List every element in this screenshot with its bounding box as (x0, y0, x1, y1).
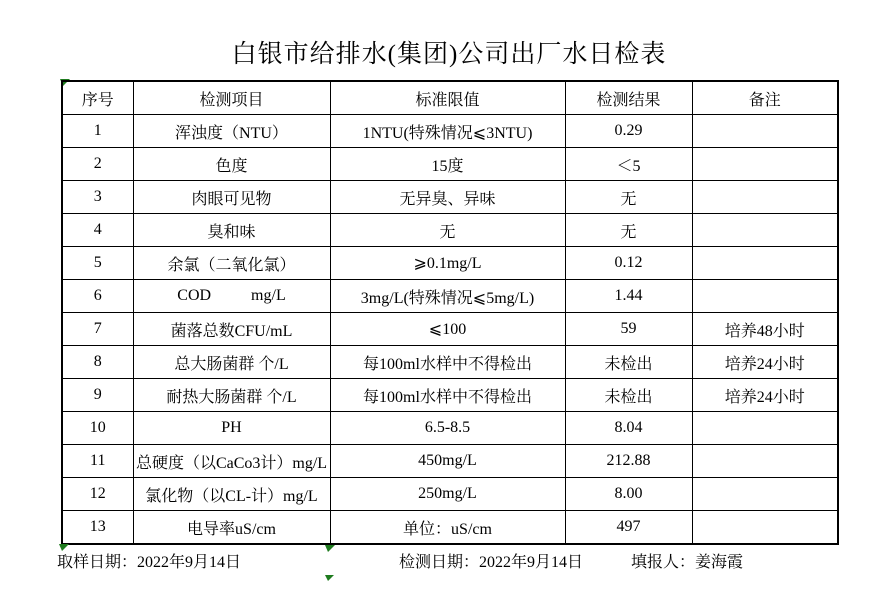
table-row (62, 412, 838, 445)
row-limit: ⩾0.1mg/L (330, 247, 565, 280)
table-row (62, 148, 838, 181)
row-limit: 3mg/L(特殊情况⩽5mg/L) (330, 280, 565, 313)
col-header-result: 检测结果 (565, 81, 692, 115)
row-result: 0.29 (565, 115, 692, 148)
row-remark (692, 181, 838, 214)
row-item: 耐热大肠菌群 个/L (133, 379, 330, 412)
col-header-item: 检测项目 (133, 81, 330, 115)
row-no: 7 (62, 313, 133, 346)
testing-date: 检测日期：2022年9月14日 (399, 554, 584, 571)
row-remark: 培养48小时 (692, 313, 838, 346)
row-result: 59 (565, 313, 692, 346)
row-item: 菌落总数CFU/mL (133, 313, 330, 346)
table-row (62, 313, 838, 346)
row-result: 0.12 (565, 247, 692, 280)
row-remark (692, 115, 838, 148)
row-result: 无 (565, 214, 692, 247)
row-item: 总大肠菌群 个/L (133, 346, 330, 379)
row-no: 12 (62, 478, 133, 511)
table-row (62, 379, 838, 412)
row-limit: ⩽100 (330, 313, 565, 346)
row-no: 6 (62, 280, 133, 313)
row-remark: 培养24小时 (692, 379, 838, 412)
row-item: 余氯（二氧化氯） (133, 247, 330, 280)
row-item: 色度 (133, 148, 330, 181)
row-item: 臭和味 (133, 214, 330, 247)
row-no: 8 (62, 346, 133, 379)
row-limit: 每100ml水样中不得检出 (330, 346, 565, 379)
row-limit: 1NTU(特殊情况⩽3NTU) (330, 115, 565, 148)
inspection-table (61, 80, 839, 545)
row-limit: 单位：uS/cm (330, 511, 565, 545)
table-row (62, 445, 838, 478)
row-result: ＜5 (565, 148, 692, 181)
table-row (62, 247, 838, 280)
row-result: 1.44 (565, 280, 692, 313)
table-body (62, 115, 838, 545)
row-result: 无 (565, 181, 692, 214)
row-no: 13 (62, 511, 133, 545)
row-remark (692, 214, 838, 247)
row-result: 497 (565, 511, 692, 545)
reporter-name: 填报人：姜海霞 (631, 554, 744, 571)
row-result: 未检出 (565, 346, 692, 379)
row-result: 未检出 (565, 379, 692, 412)
row-remark: 培养24小时 (692, 346, 838, 379)
table-row (62, 181, 838, 214)
row-no: 1 (62, 115, 133, 148)
row-no: 5 (62, 247, 133, 280)
row-result: 8.00 (565, 478, 692, 511)
row-no: 9 (62, 379, 133, 412)
table-row (62, 478, 838, 511)
row-remark (692, 445, 838, 478)
row-limit: 每100ml水样中不得检出 (330, 379, 565, 412)
row-result: 8.04 (565, 412, 692, 445)
col-header-remark: 备注 (692, 81, 838, 115)
table-row (62, 280, 838, 313)
row-limit: 450mg/L (330, 445, 565, 478)
table-row (62, 115, 838, 148)
row-item: 氯化物（以CL-计）mg/L (133, 478, 330, 511)
page-title: 白银市给排水(集团)公司出厂水日检表 (231, 41, 667, 68)
row-limit: 无 (330, 214, 565, 247)
row-item: COD mg/L (133, 280, 330, 313)
table-row (62, 346, 838, 379)
row-item: 电导率uS/cm (133, 511, 330, 545)
row-remark (692, 478, 838, 511)
table-row (62, 511, 838, 545)
row-no: 3 (62, 181, 133, 214)
row-remark (692, 148, 838, 181)
table-header-row (62, 81, 838, 115)
row-remark (692, 511, 838, 545)
row-limit: 无异臭、异味 (330, 181, 565, 214)
row-item: PH (133, 412, 330, 445)
col-header-limit: 标准限值 (330, 81, 565, 115)
col-header-no: 序号 (62, 81, 133, 115)
row-no: 2 (62, 148, 133, 181)
row-remark (692, 247, 838, 280)
row-limit: 6.5-8.5 (330, 412, 565, 445)
row-no: 4 (62, 214, 133, 247)
row-no: 10 (62, 412, 133, 445)
sampling-date: 取样日期：2022年9月14日 (57, 554, 242, 571)
row-remark (692, 412, 838, 445)
excel-flag-icon (325, 575, 334, 584)
row-limit: 15度 (330, 148, 565, 181)
row-remark (692, 280, 838, 313)
row-item: 总硬度（以CaCo3计）mg/L (133, 445, 330, 478)
row-no: 11 (62, 445, 133, 478)
table-row (62, 214, 838, 247)
row-item: 肉眼可见物 (133, 181, 330, 214)
row-limit: 250mg/L (330, 478, 565, 511)
row-result: 212.88 (565, 445, 692, 478)
excel-flag-icon (325, 545, 335, 555)
row-item: 浑浊度（NTU） (133, 115, 330, 148)
